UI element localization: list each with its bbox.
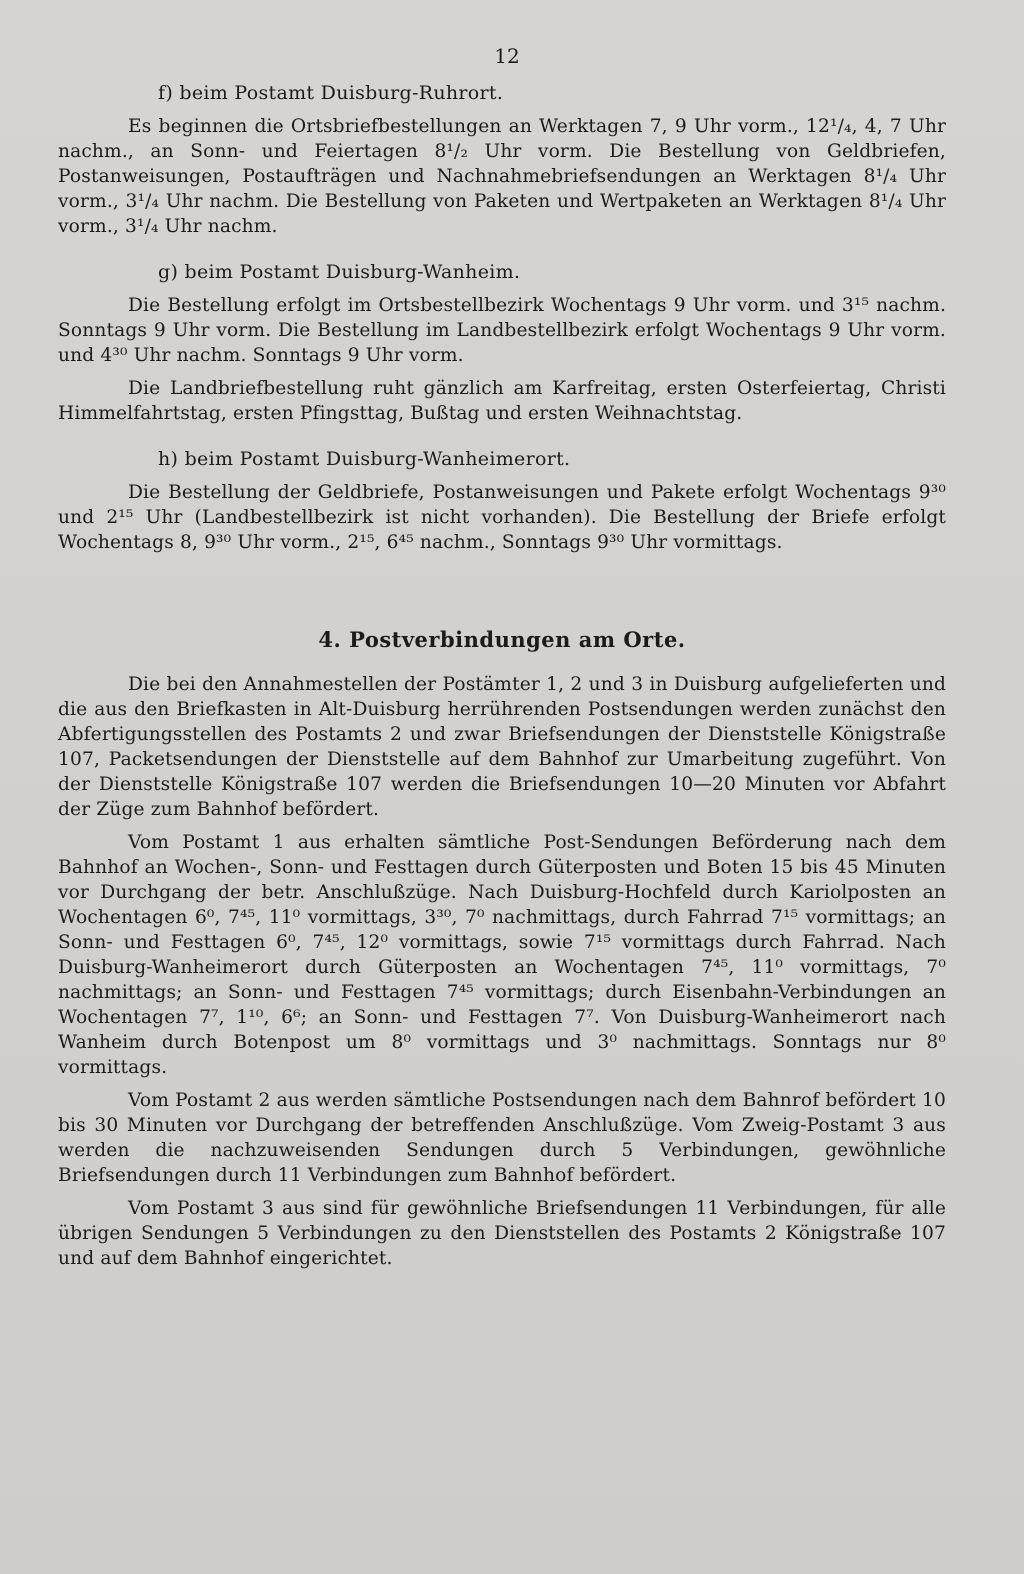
paragraph: Die bei den Annahmestellen der Postämter 1, 2 und 3 in Duisburg aufgelieferten und die aus den Briefkasten in Alt-Duisburg herrührenden Postsendungen werden zunächst den Abfertigungsstellen des Postamts 2 und zwar Briefsendungen der Dienststelle Königstraße 107, Packetsendungen der Dienststelle auf dem Bahnhof zur Umarbeitung zugeführt. Von der Dienststelle Königstraße 107 werden die Briefsendungen 10—20 Minuten vor Abfahrt der Züge zum Bahnhof befördert. (58, 674, 946, 820)
section-wanheim (58, 261, 946, 426)
paragraph: Vom Postamt 1 aus erhalten sämtliche Post-Sendungen Beförderung nach dem Bahnhof an Wochen-, Sonn- und Festtagen durch Güterposten und Boten 15 bis 45 Minuten vor Durchgang der betr. Anschlußzüge. Nach Duisburg-Hochfeld durch Kariolposten an Wochentagen 6⁰, 7⁴⁵, 11⁰ vormittags, 3³⁰, 7⁰ nachmittags, durch Fahrrad 7¹⁵ vormittags; an Sonn- und Festtagen 6⁰, 7⁴⁵, 12⁰ vormittags, sowie 7¹⁵ vormittags durch Fahrrad. Nach Duisburg-Wanheimerort durch Güterposten an Wochentagen 7⁴⁵, 11⁰ vormittags, 7⁰ nachmittags; an Sonn- und Festtagen 7⁴⁵ vormittags; durch Eisenbahn-Verbindungen an Wochentagen 7⁷, 1¹⁰, 6⁶; an Sonn- und Festtagen 7⁷. Von Duisburg-Wanheimerort nach Wanheim durch Botenpost um 8⁰ vormittags und 3⁰ nachmittags. Sonntags nur 8⁰ vormittags. (58, 832, 946, 1078)
chapter-body (58, 672, 946, 1271)
section-heading: f) beim Postamt Duisburg-Ruhrort. (158, 82, 504, 104)
section-wanheimerort (58, 448, 946, 555)
section-ruhrort (58, 82, 946, 239)
paragraph: Vom Postamt 3 aus sind für gewöhnliche Briefsendungen 11 Verbindungen, für alle übrigen Sendungen 5 Verbindungen zu den Dienststellen des Postamts 2 Königstraße 107 und auf dem Bahnhof eingerichtet. (58, 1198, 946, 1269)
paragraph: Die Bestellung erfolgt im Ortsbestellbezirk Wochentags 9 Uhr vorm. und 3¹⁵ nachm. Sonntags 9 Uhr vorm. Die Bestellung im Landbestellbezirk erfolgt Wochentags 9 Uhr vorm. und 4³⁰ Uhr nachm. Sonntags 9 Uhr vorm. (58, 295, 946, 366)
paragraph: Die Bestellung der Geldbriefe, Postanweisungen und Pakete erfolgt Wochentags 9³⁰ und 2¹⁵ Uhr (Landbestellbezirk ist nicht vorhanden). Die Bestellung der Briefe erfolgt Wochentags 8, 9³⁰ Uhr vorm., 2¹⁵, 6⁴⁵ nachm., Sonntags 9³⁰ Uhr vormittags. (58, 482, 946, 553)
page-number: 12 (494, 44, 520, 68)
section-heading: g) beim Postamt Duisburg-Wanheim. (158, 261, 521, 283)
paragraph: Die Landbriefbestellung ruht gänzlich am Karfreitag, ersten Osterfeiertag, Christi Himmelfahrtstag, ersten Pfingsttag, Bußtag und ersten Weihnachtstag. (58, 378, 946, 424)
paragraph: Vom Postamt 2 aus werden sämtliche Postsendungen nach dem Bahnrof befördert 10 bis 30 Minuten vor Durchgang der betreffenden Anschlußzüge. Vom Zweig-Postamt 3 aus werden die nachzuweisenden Sendungen durch 5 Verbindungen, gewöhnliche Briefsendungen durch 11 Verbindungen zum Bahnhof befördert. (58, 1090, 946, 1186)
paragraph: Es beginnen die Ortsbriefbestellungen an Werktagen 7, 9 Uhr vorm., 12¹/₄, 4, 7 Uhr nachm., an Sonn- und Feiertagen 8¹/₂ Uhr vorm. Die Bestellung von Geldbriefen, Postanweisungen, Postaufträgen und Nachnahmebriefsendungen an Werktagen 8¹/₄ Uhr vorm., 3¹/₄ Uhr nachm. Die Bestellung von Paketen und Wertpaketen an Werktagen 8¹/₄ Uhr vorm., 3¹/₄ Uhr nachm. (58, 116, 946, 237)
section-heading: h) beim Postamt Duisburg-Wanheimerort. (158, 448, 571, 470)
chapter-title: 4. Postverbindungen am Orte. (318, 627, 686, 652)
